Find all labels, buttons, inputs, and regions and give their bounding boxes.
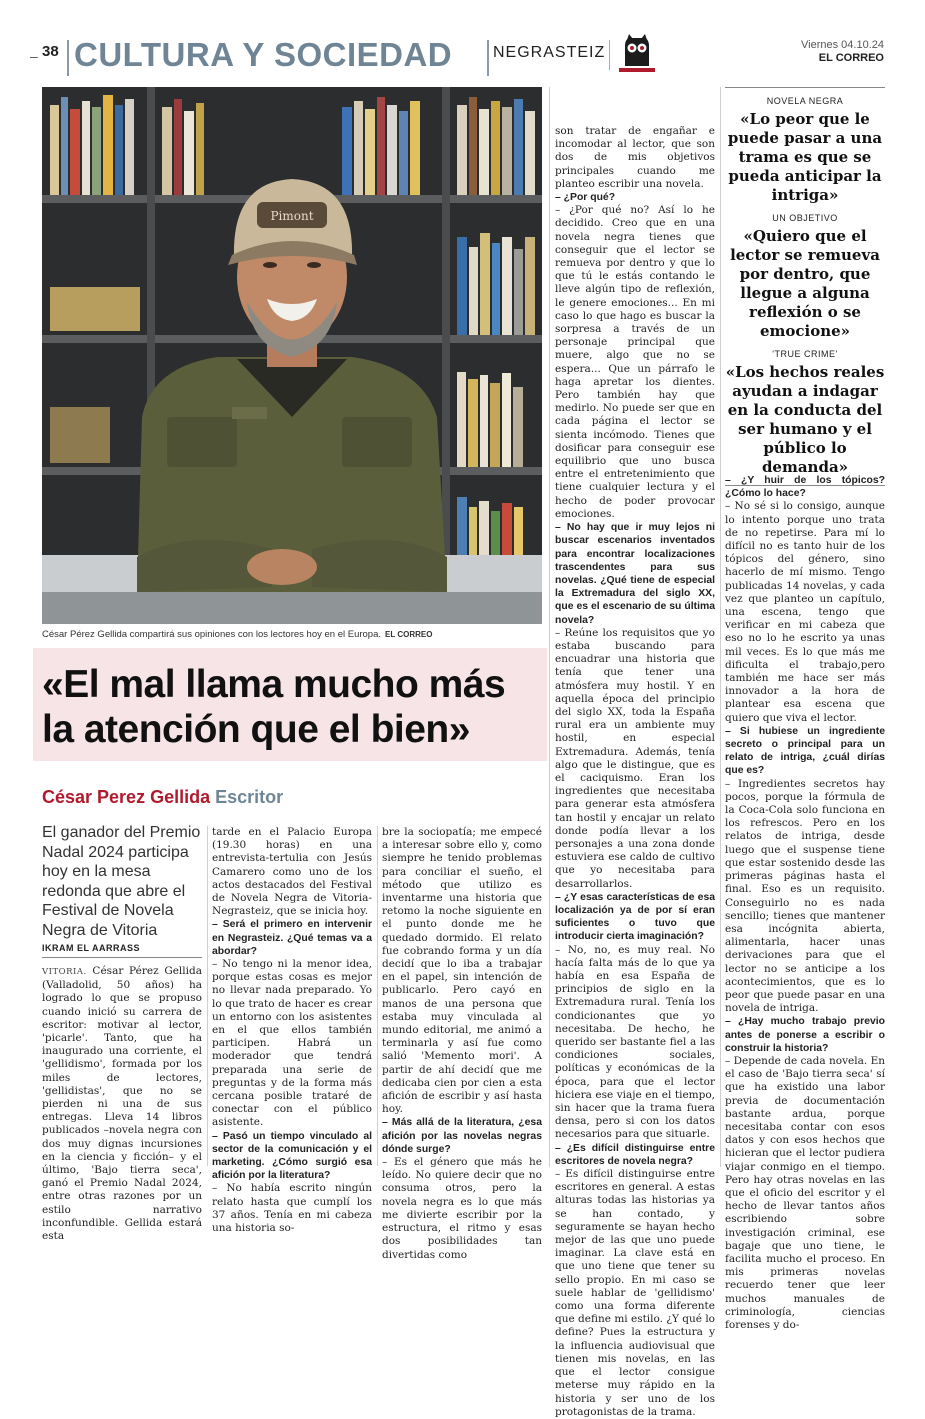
quote-tag: UN OBJETIVO (772, 213, 838, 223)
header-divider (67, 40, 69, 76)
interview-question: – ¿Hay mucho trabajo previo antes de ponerse a escribir o construir la historia? (725, 1016, 885, 1054)
dateline: VITORIA. (42, 967, 87, 977)
interview-question: – Más allá de la literatura, ¿esa afición por las novelas negras dónde surge? (382, 1117, 542, 1155)
quote-tag: 'TRUE CRIME' (772, 349, 838, 359)
pull-quote: «Los hechos reales ayudan a indagar en la conducta del ser humano y el público lo demanda» (725, 363, 885, 476)
author-name: César Perez Gellida (42, 787, 211, 807)
page-dash: – (30, 48, 38, 64)
column-divider (720, 87, 721, 1167)
body-column-4: son tratar de engañar e incomodar al lector, que son dos de mis objetivos principales cuando me planteo escribir una novela. – ¿Por qué? – ¿Por qué no? Así lo he decidido. Creo que en una novela negra tienes que conseguir que el lector se remueva por dentro y que lo que tú le estás contando le lleve algún tipo de reflexión, le genere emociones... En mi caso lo que hago es buscar la sorpresa a través de un personaje principal que muere, algo que no se espera... Que un párrafo le haga apretar los dientes. Pero también hay que medirlo. No puede ser que en cada página el lector se sienta incómodo. Tienes que dosificar para conseguir ese equilibrio que uno busca entre el entretenimiento que tiene cualquier lectura y el hecho de poder provocar emociones. – No hay que ir muy lejos ni buscar escenarios inventados para encontrar localizaciones trascendentes para sus novelas. ¿Qué tiene de especial la Extremadura del siglo XX, que es el escenario de su última novela? – Reúne los requisitos que yo estaba buscando para encuadrar una historia que tenía que tener una atmósfera muy hostil. Y en aquella época del principio del siglo XX, toda la España rural era un ambiente muy hostil, en especial Extremadura. Además, tenía algo que le distingue, que es el caciquismo. Eran los ingredientes que necesitaba para generar esta atmósfera tan hostil y encajar un relato donde podía llevar a los personajes a una zona donde estuviera ese caldo de cultivo que yo necesitaba para desarrollarlos. – ¿Y esas características de esa localización ya de por sí eran suficientes o tuvo que introducir cierta imaginación? – No, no, es muy real. No hacía falta más de lo que ya había en esa España de principios de siglo en la Extremadura rural. Tenía los condicionantes que yo necesitaba. De hecho, he querido ser bastante fiel a las condiciones sociales, políticas y económicas de la época, para que el lector hiciera ese viaje en el tiempo, sin hacer que la trama fuera densa, pero si con los datos necesarios para que situarle. – ¿Es difícil distinguirse entre escritores de novela negra? – Es difícil distinguirse entre escritores en general. A estas alturas todas las historias ya se han contado, y seguramente se hayan hecho mejor de las que uno puede imaginar. La clave está en que uno tiene que tener su sello propio. En mi caso se suele hablar de 'gellidismo' como una forma diferente que define mi estilo. ¿Y qué lo define? Pues la estructura y la influencia audiovisual que tienen mis novelas, en las que el lector consigue meterse muy rápido en la historia y ser uno de los protagonistas de la trama. (555, 125, 715, 1418)
author-photo (42, 87, 542, 624)
photo-illustration (42, 87, 542, 624)
column-divider (549, 87, 550, 1167)
header-divider (609, 40, 610, 70)
pull-quote: «Quiero que el lector se remueva por dentro, que llegue a alguna reflexión o se emocione» (730, 227, 880, 340)
headline: «El mal llama mucho más la atención que el bien» (42, 663, 506, 751)
cap-text: Pimont (270, 209, 314, 223)
photo-credit: EL CORREO (385, 630, 433, 639)
body-column-3: bre la sociopatía; me empecé a interesar sobre ello y, como siempre he tenido problemas para conciliar el sueño, el método que utilizo es inventarme una historia que retomo la noche siguiente en el punto donde me he quedado dormido. El relato fue cobrando forma y un día decidí que lo iba a trabajar en el papel, sin intención de publicarlo. Pero cayó en manos de una persona que estaba muy vinculada al mundo editorial, me animó a terminarla y así fue como salió 'Memento mori'. A partir de ahí decidí que me dedicaba cien por cien a esta afición de escribir y así hasta hoy. – Más allá de la literatura, ¿esa afición por las novelas negras dónde surge? – Es el género que más he leído. No quiere decir que no consuma otros, pero la novela negra es lo que más me divierte escribir por la estructura, el ritmo y esas dos posibilidades tan divertidas como (382, 826, 542, 1261)
pull-quote: «Lo peor que le puede pasar a una trama es que se pueda anticipar la intriga» (727, 110, 883, 204)
interview-question: – ¿Por qué? (555, 192, 616, 204)
column-divider (377, 826, 378, 1166)
interview-question: – Si hubiese un ingrediente secreto o principal para un relato de intriga, ¿cuál dirías que es? (725, 725, 885, 777)
section-title: CULTURA Y SOCIEDAD (74, 36, 453, 73)
issue-date: Viernes 04.10.24 (801, 39, 884, 51)
photo-caption: César Pérez Gellida compartirá sus opiniones con los lectores hoy en el Europa. EL CORREO (42, 629, 433, 640)
byline: IKRAM EL AARRASS (42, 943, 141, 953)
interview-question: – ¿Y esas características de esa localización ya de por sí eran suficientes o tuvo que introducir cierta imaginación? (555, 891, 715, 943)
interview-question: – Pasó un tiempo vinculado al sector de la comunicación y el marketing. ¿Cómo surgió esa afición por la literatura? (212, 1130, 372, 1182)
newspaper-name: EL CORREO (818, 52, 884, 64)
quote-tag: NOVELA NEGRA (766, 96, 844, 106)
header-divider (487, 40, 489, 76)
festival-brand: NEGRASTEIZ (493, 44, 606, 61)
column-divider (207, 826, 208, 1166)
body-column-5: – ¿Y huir de los tópicos? ¿Cómo lo hace? – No sé si lo consigo, aunque lo intento porque uno trata de no repetirse. Para mí lo difícil no es tanto huir de los tópicos del género, sino hacerlo de mí mismo. Tengo publicadas 14 novelas, y cada vez que planteo un capítulo, una escena, tengo que verificar en mi cabeza que eso no lo he escrito ya unas mil veces. Es lo que más me dificulta el trabajo,pero también me hace ser más innovador a la hora de plantear esa escena que quiero que viva el lector. – Si hubiese un ingrediente secreto o principal para un relato de intriga, ¿cuál dirías que es? – Ingredientes secretos hay pocos, porque la fórmula de la Coca-Cola solo funciona en los refrescos. Pero en los relatos de intriga, desde luego que el suspense tiene que estar sostenido desde las primeras páginas hasta el final. Eso es un requisito. Conseguirlo no es nada sencillo; tienes que mantener esa incógnita abierta, alimentarla, hacer unas derivaciones para que el lector no se anticipe a los acontecimientos, que es lo peor que puede pasar en una novela de intriga. – ¿Hay mucho trabajo previo antes de ponerse a escribir o construir la historia? – Depende de cada novela. En el caso de 'Bajo tierra seca' sí que ha existido una labor previa de documentación bastante ardua, porque necesitaba contar con esos datos y con esos hechos que hicieran que el lector pudiera viajar conmigo en el tiempo. Pero hay otras novelas en las que el oficio del escritor y el hecho de llevar tantos años escribiendo sobre investigación criminal, ese bagaje que uno tiene, le facilita mucho el proceso. En mis primeras novelas recuerdo tener que leer muchos manuales de criminología, ciencias forenses y do- (725, 475, 885, 1331)
quotes-divider (725, 87, 885, 88)
page-number: 38 (42, 43, 59, 60)
pull-quotes (725, 87, 885, 486)
body-column-2: tarde en el Palacio Europa (19.30 horas) en una entrevista-tertulia con Jesús Camarero como uno de los actos destacados del Festival de Novela Negra de Vitoria-Negrasteiz, que se inicia hoy. – Será el primero en intervenir en Negrasteiz. ¿Qué temas va a abordar? – No tengo ni la menor idea, porque estas cosas es mejor no llevar nada preparado. Yo lo que trato de hacer es crear un entorno con los asistentes en el que ellos también participen. Habrá un moderador que tendrá preparada una serie de preguntas y de la forma más cercana posible trataré de conectar con el público asistente. – Pasó un tiempo vinculado al sector de la comunicación y el marketing. ¿Cómo surgió esa afición por la literatura? – No había escrito ningún relato hasta que cumplí los 37 años. Tenía en mi cabeza una historia so- (212, 826, 372, 1235)
interview-question: – Será el primero en intervenir en Negrasteiz. ¿Qué temas va a abordar? (212, 919, 372, 957)
interview-question: – ¿Y huir de los tópicos? ¿Cómo lo hace? (725, 475, 885, 500)
interview-question: – No hay que ir muy lejos ni buscar escenarios inventados para encontrar localizaciones trascendentes para sus novelas. ¿Qué tiene de especial la Extremadura del siglo XX, que es el escenario de su última novela? (555, 522, 715, 626)
body-column-1: VITORIA. César Pérez Gellida (Valladolid, 50 años) ha logrado lo que se propuso cuando inició su carrera de escritor: motivar al lector, 'picarle'. Tanto, que ha inaugurado una corriente, el 'gellidismo', formada por los miles de lectores, 'gellidistas', que no se pierden ni una de sus entregas. Lleva 14 libros publicados –novela negra con dos muy dignas incursiones en la ciencia y ficción– y el último, 'Bajo tierra seca', ganó el Premio Nadal 2024, entre otras razones por un estilo narrativo inconfundible. Gellida estará esta (42, 965, 202, 1243)
lead-paragraph: El ganador del Premio Nadal 2024 participa hoy en la mesa redonda que abre el Festival de Novela Negra de Vitoria (42, 824, 201, 939)
author-line (42, 787, 542, 808)
festival-logo-icon (615, 30, 659, 74)
byline-divider (42, 957, 202, 958)
interview-question: – ¿Es difícil distinguirse entre escritores de novela negra? (555, 1142, 715, 1167)
author-role: Escritor (215, 787, 284, 807)
